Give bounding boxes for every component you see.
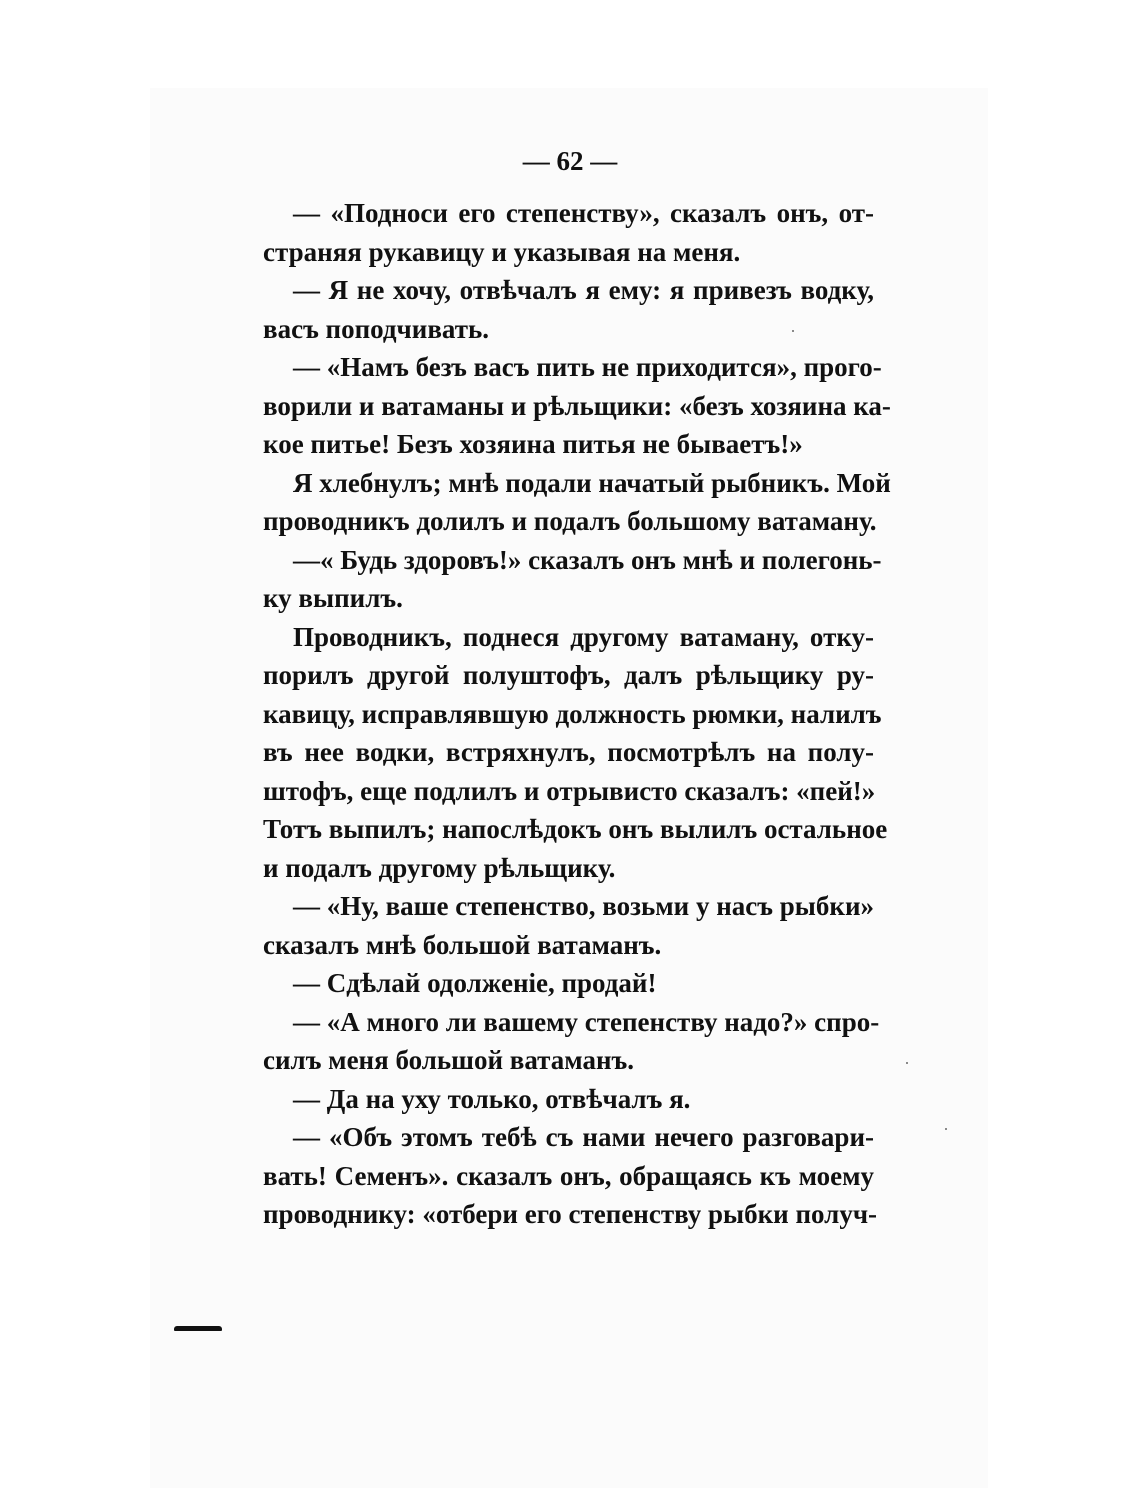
text-line: кавицу, исправлявшую должность рюмки, налилъ [263, 698, 882, 729]
text-line: страняя рукавицу и указывая на меня. [263, 236, 741, 267]
text-line: —« Будь здоровъ!» сказалъ онъ мнѣ и полегонь- [293, 544, 882, 575]
body-text [263, 194, 891, 1234]
page-number: — 62 — [522, 146, 618, 176]
text-line: ку выпилъ. [263, 583, 403, 613]
text-line: — «Намъ безъ васъ пить не приходится», прого- [293, 352, 882, 382]
text-line: въ нее водки, встряхнулъ, посмотрѣлъ на полу- [263, 737, 874, 767]
ink-speck [792, 330, 794, 332]
text-line: — Да на уху только, отвѣчалъ я. [293, 1083, 691, 1114]
text-line: вать! Семенъ». сказалъ онъ, обращаясь къ моему [263, 1160, 874, 1191]
text-line: сказалъ мнѣ большой ватаманъ. [263, 929, 662, 960]
text-line: штофъ, еще подлилъ и отрывисто сказалъ: «пей!» [263, 775, 876, 806]
text-line: порилъ другой полуштофъ, далъ рѣльщику ру- [263, 660, 874, 690]
text-line: Я хлебнулъ; мнѣ подали начатый рыбникъ. Мой [293, 467, 891, 498]
text-line: — «Объ этомъ тебѣ съ нами нечего разговари- [293, 1122, 874, 1152]
text-line: кое питье! Безъ хозяина питья не бываетъ!» [263, 429, 803, 459]
text-line: проводникъ долилъ и подалъ большому ватаману. [263, 506, 877, 536]
text-line: васъ поподчивать. [263, 313, 490, 344]
text-line: проводнику: «отбери его степенству рыбки получ- [263, 1199, 878, 1229]
text-line: Проводникъ, поднеся другому ватаману, отку- [293, 621, 874, 652]
text-line: Тотъ выпилъ; напослѣдокъ онъ вылилъ остальное [263, 814, 888, 844]
text-line: силъ меня большой ватаманъ. [263, 1045, 635, 1075]
text-line: и подалъ другому рѣльщику. [263, 852, 616, 883]
text-line: — Сдѣлай одолженіе, продай! [293, 968, 657, 998]
text-line: — Я не хочу, отвѣчалъ я ему: я привезъ водку, [293, 275, 874, 305]
text-line: — «А много ли вашему степенству надо?» спро- [293, 1006, 880, 1037]
text-line: — «Подноси его степенству», сказалъ онъ, от- [293, 198, 874, 228]
text-line: ворили и ватаманы и рѣльщики: «безъ хозяина ка- [263, 390, 891, 421]
text-line: — «Ну, ваше степенство, возьми у насъ рыбки» [293, 891, 874, 921]
ink-speck [945, 1128, 947, 1130]
ink-speck [906, 1062, 908, 1064]
ink-smudge [174, 1326, 222, 1331]
